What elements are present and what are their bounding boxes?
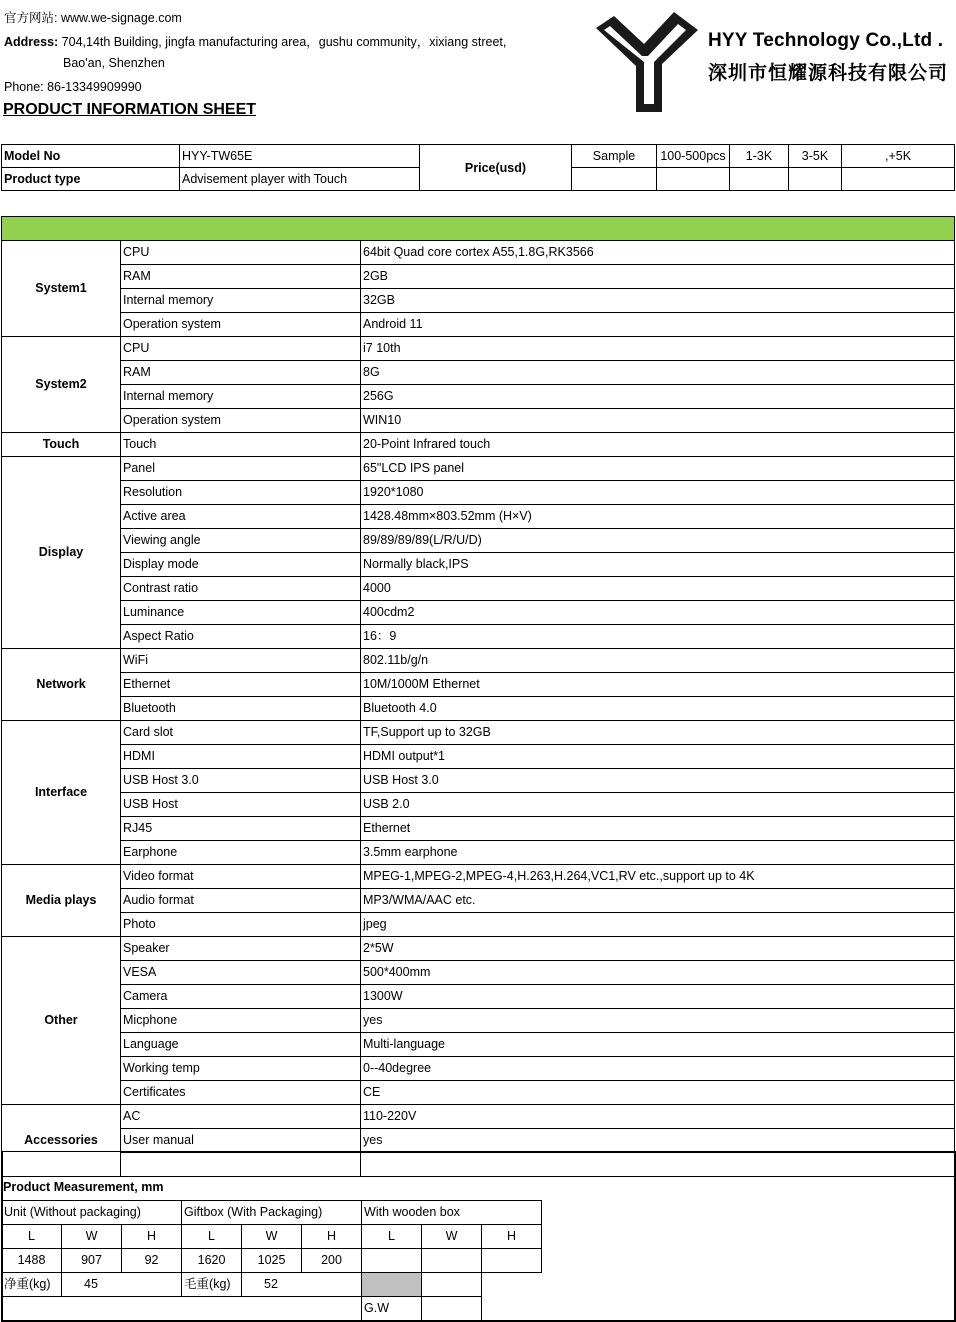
net-weight-label: 净重(kg) — [2, 1273, 62, 1297]
dim-l: L — [182, 1225, 242, 1249]
spec-key: Internal memory — [121, 289, 361, 313]
spec-value: Multi-language — [361, 1033, 955, 1057]
spec-value: Normally black,IPS — [361, 553, 955, 577]
group-label-system1: System1 — [2, 241, 121, 337]
group-label-system2: System2 — [2, 337, 121, 433]
spec-value: 1920*1080 — [361, 481, 955, 505]
spec-row-media — [2, 865, 955, 889]
spec-row-interface — [2, 793, 955, 817]
spec-row-other — [2, 1081, 955, 1105]
website-link[interactable]: www.we-signage.com — [60, 11, 182, 25]
wooden-w-value — [422, 1249, 482, 1273]
spec-value: 110-220V — [361, 1105, 955, 1129]
type-label: Product type — [2, 168, 180, 191]
group-label-accessories: Accessories — [2, 1105, 121, 1177]
spec-row-system2 — [2, 361, 955, 385]
sheet-title: PRODUCT INFORMATION SHEET — [3, 101, 257, 118]
spec-key: Viewing angle — [121, 529, 361, 553]
empty-cell — [482, 1273, 542, 1297]
spec-row-system2 — [2, 385, 955, 409]
group-label-display: Display — [2, 457, 121, 649]
price-tier-100-500: 100-500pcs — [657, 145, 730, 168]
spec-key: Luminance — [121, 601, 361, 625]
gross-weight-value: 52 — [242, 1273, 362, 1297]
spec-value: 2*5W — [361, 937, 955, 961]
spec-key: VESA — [121, 961, 361, 985]
unit-w-value: 907 — [62, 1249, 122, 1273]
spec-key: Speaker — [121, 937, 361, 961]
dim-l: L — [2, 1225, 62, 1249]
spec-key: Internal memory — [121, 385, 361, 409]
spec-row-system1 — [2, 289, 955, 313]
spec-row-network — [2, 697, 955, 721]
spec-row-media — [2, 889, 955, 913]
spec-row-system2 — [2, 337, 955, 361]
spec-value: CE — [361, 1081, 955, 1105]
spec-value: 1300W — [361, 985, 955, 1009]
price-cell — [789, 168, 842, 191]
spec-value: 10M/1000M Ethernet — [361, 673, 955, 697]
spec-value: USB Host 3.0 — [361, 769, 955, 793]
spec-key: CPU — [121, 337, 361, 361]
price-cell — [657, 168, 730, 191]
spec-key: Working temp — [121, 1057, 361, 1081]
spec-row-other — [2, 985, 955, 1009]
empty-cell — [422, 1273, 482, 1297]
spec-key: AC — [121, 1105, 361, 1129]
dim-l: L — [362, 1225, 422, 1249]
spec-value: 0--40degree — [361, 1057, 955, 1081]
empty-cell — [422, 1297, 482, 1321]
spec-key: Aspect Ratio — [121, 625, 361, 649]
spec-key: Active area — [121, 505, 361, 529]
giftbox-h-value: 200 — [302, 1249, 362, 1273]
spec-value: 256G — [361, 385, 955, 409]
spec-row-interface — [2, 745, 955, 769]
spec-key: Display mode — [121, 553, 361, 577]
spec-row-other — [2, 1009, 955, 1033]
spec-value: 32GB — [361, 289, 955, 313]
price-tier-5k: ,+5K — [842, 145, 955, 168]
spec-key: HDMI — [121, 745, 361, 769]
wooden-h-value — [482, 1249, 542, 1273]
spec-row-display — [2, 529, 955, 553]
spec-row-display — [2, 577, 955, 601]
group-label-interface: Interface — [2, 721, 121, 865]
spec-row-interface — [2, 769, 955, 793]
price-cell — [730, 168, 789, 191]
spec-value: WIN10 — [361, 409, 955, 433]
spec-key: Earphone — [121, 841, 361, 865]
spec-value: yes — [361, 1129, 955, 1153]
website-label: 官方网站: — [4, 11, 58, 25]
spec-key: RJ45 — [121, 817, 361, 841]
giftbox-w-value: 1025 — [242, 1249, 302, 1273]
spec-row-display — [2, 505, 955, 529]
spec-row-other — [2, 1033, 955, 1057]
spec-value: 89/89/89/89(L/R/U/D) — [361, 529, 955, 553]
spec-row-other — [2, 1057, 955, 1081]
spec-value: 400cdm2 — [361, 601, 955, 625]
grey-cell — [362, 1273, 422, 1297]
product-info-table — [1, 144, 955, 191]
spec-value: HDMI output*1 — [361, 745, 955, 769]
spec-row-accessories — [2, 1105, 955, 1129]
spec-key: User manual — [121, 1129, 361, 1153]
wooden-label: With wooden box — [362, 1201, 542, 1225]
spec-value: 4000 — [361, 577, 955, 601]
company-name-en: HYY Technology Co.,Ltd . — [708, 30, 944, 51]
unit-label: Unit (Without packaging) — [2, 1201, 182, 1225]
spec-value: Android 11 — [361, 313, 955, 337]
spec-value: 64bit Quad core cortex A55,1.8G,RK3566 — [361, 241, 955, 265]
spec-row-network — [2, 649, 955, 673]
website-line — [4, 8, 182, 26]
price-cell — [572, 168, 657, 191]
spec-value: MP3/WMA/AAC etc. — [361, 889, 955, 913]
price-cell — [842, 168, 955, 191]
spec-key: Photo — [121, 913, 361, 937]
address-label: Address: — [4, 35, 59, 49]
spec-key: Panel — [121, 457, 361, 481]
spec-row-interface — [2, 817, 955, 841]
empty-cell — [2, 1297, 362, 1321]
spec-key: CPU — [121, 241, 361, 265]
spec-key: Language — [121, 1033, 361, 1057]
spec-row-display — [2, 457, 955, 481]
spec-key: Video format — [121, 865, 361, 889]
spec-row-display — [2, 481, 955, 505]
spec-row-accessories — [2, 1129, 955, 1153]
model-value: HYY-TW65E — [180, 145, 420, 168]
spec-value: 802.11b/g/n — [361, 649, 955, 673]
spec-key: Ethernet — [121, 673, 361, 697]
spec-key: Camera — [121, 985, 361, 1009]
spec-key: Bluetooth — [121, 697, 361, 721]
spec-key: Operation system — [121, 409, 361, 433]
address-line — [4, 32, 506, 50]
group-label-network: Network — [2, 649, 121, 721]
spec-value: jpeg — [361, 913, 955, 937]
spec-key: Operation system — [121, 313, 361, 337]
dim-h: H — [302, 1225, 362, 1249]
gross-weight-label: 毛重(kg) — [182, 1273, 242, 1297]
spec-key: WiFi — [121, 649, 361, 673]
spec-row-display — [2, 553, 955, 577]
spec-key: Certificates — [121, 1081, 361, 1105]
spec-value: USB 2.0 — [361, 793, 955, 817]
company-name-cn: 深圳市恒耀源科技有限公司 — [708, 63, 949, 84]
price-tier-1-3k: 1-3K — [730, 145, 789, 168]
spec-row-touch — [2, 433, 955, 457]
giftbox-l-value: 1620 — [182, 1249, 242, 1273]
dim-h: H — [122, 1225, 182, 1249]
spec-value: 16：9 — [361, 625, 955, 649]
spec-key: USB Host 3.0 — [121, 769, 361, 793]
spec-key: Audio format — [121, 889, 361, 913]
company-logo — [592, 10, 702, 114]
group-label-touch: Touch — [2, 433, 121, 457]
spec-value: i7 10th — [361, 337, 955, 361]
spec-key: RAM — [121, 265, 361, 289]
spec-value: 8G — [361, 361, 955, 385]
spec-value: 500*400mm — [361, 961, 955, 985]
spec-value: 3.5mm earphone — [361, 841, 955, 865]
spec-row-media — [2, 913, 955, 937]
group-label-other: Other — [2, 937, 121, 1105]
spec-value: yes — [361, 1009, 955, 1033]
spec-key: RAM — [121, 361, 361, 385]
spec-row-system1 — [2, 265, 955, 289]
measurement-title: Product Measurement, mm — [3, 1180, 164, 1194]
spec-value: 1428.48mm×803.52mm (H×V) — [361, 505, 955, 529]
spec-value: TF,Support up to 32GB — [361, 721, 955, 745]
spec-key: Resolution — [121, 481, 361, 505]
spec-key: USB Host — [121, 793, 361, 817]
spec-row-other — [2, 961, 955, 985]
price-label: Price(usd) — [420, 145, 572, 191]
model-label: Model No — [2, 145, 180, 168]
giftbox-label: Giftbox (With Packaging) — [182, 1201, 362, 1225]
phone: Phone: 86-13349909990 — [4, 80, 142, 94]
spec-key: Card slot — [121, 721, 361, 745]
address-line1: 704,14th Building, jingfa manufacturing area，gushu community，xixiang street, — [61, 35, 507, 49]
wooden-l-value — [362, 1249, 422, 1273]
spec-value: 2GB — [361, 265, 955, 289]
spec-value: MPEG-1,MPEG-2,MPEG-4,H.263,H.264,VC1,RV etc.,support up to 4K — [361, 865, 955, 889]
price-tier-sample: Sample — [572, 145, 657, 168]
dim-w: W — [422, 1225, 482, 1249]
dim-w: W — [242, 1225, 302, 1249]
spec-row-display — [2, 601, 955, 625]
spec-row-other — [2, 937, 955, 961]
spec-row-interface — [2, 841, 955, 865]
empty-cell — [482, 1297, 542, 1321]
spec-value: Bluetooth 4.0 — [361, 697, 955, 721]
unit-h-value: 92 — [122, 1249, 182, 1273]
spec-row-system1 — [2, 241, 955, 265]
spec-row-display — [2, 625, 955, 649]
unit-l-value: 1488 — [2, 1249, 62, 1273]
gw-label: G.W — [362, 1297, 422, 1321]
spec-row-interface — [2, 721, 955, 745]
spec-table — [1, 216, 955, 1177]
spec-row-system1 — [2, 313, 955, 337]
price-tier-3-5k: 3-5K — [789, 145, 842, 168]
type-value: Advisement player with Touch — [180, 168, 420, 191]
address-line2: Bao'an, Shenzhen — [63, 56, 165, 70]
group-label-media: Media plays — [2, 865, 121, 937]
spec-value: 20-Point Infrared touch — [361, 433, 955, 457]
green-separator — [2, 217, 955, 241]
spec-value: Ethernet — [361, 817, 955, 841]
spec-value: 65"LCD IPS panel — [361, 457, 955, 481]
spec-row-system2 — [2, 409, 955, 433]
dim-w: W — [62, 1225, 122, 1249]
spec-row-network — [2, 673, 955, 697]
spec-key: Micphone — [121, 1009, 361, 1033]
measurement-table — [1, 1200, 542, 1321]
net-weight-value: 45 — [62, 1273, 182, 1297]
dim-h: H — [482, 1225, 542, 1249]
spec-key: Contrast ratio — [121, 577, 361, 601]
spec-key: Touch — [121, 433, 361, 457]
